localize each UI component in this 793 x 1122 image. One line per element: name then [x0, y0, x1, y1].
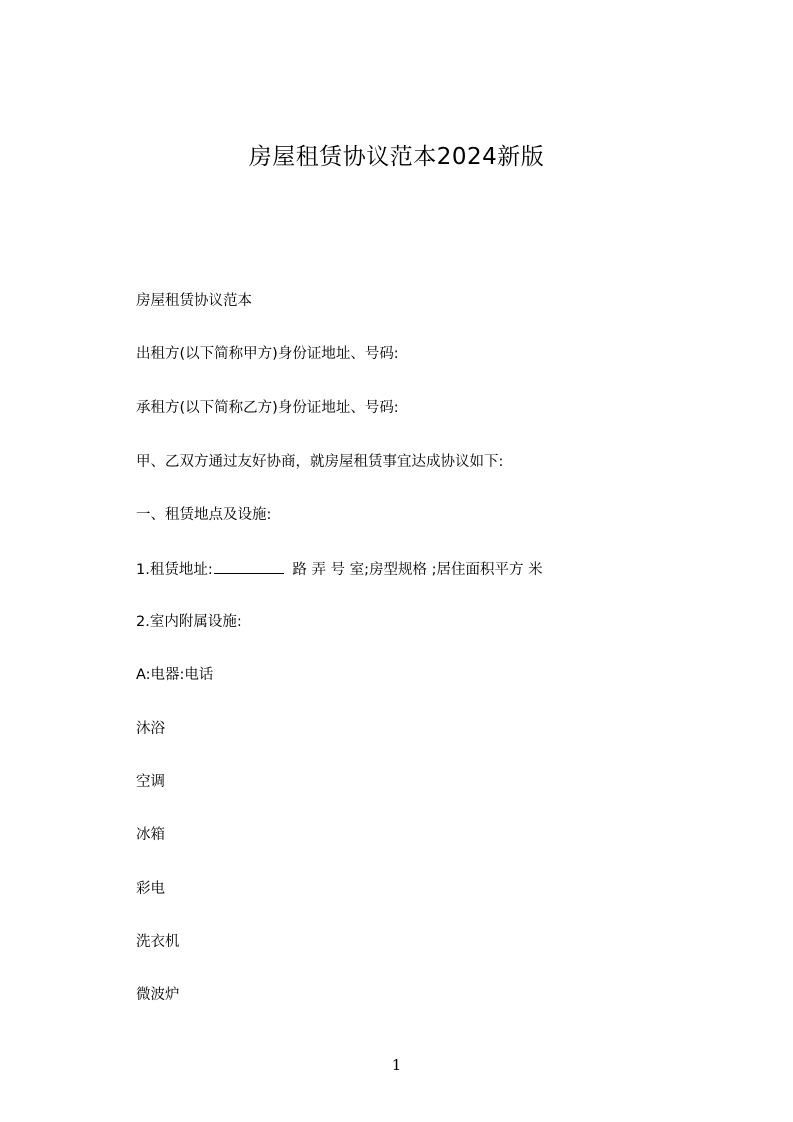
- lessor-line: 出租方(以下简称甲方)身份证地址、号码:: [136, 346, 399, 362]
- lessee-line: 承租方(以下简称乙方)身份证地址、号码:: [136, 400, 399, 416]
- appliance-shower: 沐浴: [136, 721, 165, 737]
- address-line: [136, 559, 543, 580]
- document-title: 房屋租赁协议范本2024新版: [248, 144, 545, 170]
- address-blank: [214, 559, 284, 574]
- subtitle-line: 房屋租赁协议范本: [136, 293, 252, 309]
- appliance-microwave: 微波炉: [136, 987, 180, 1003]
- section-heading-location: 一、租赁地点及设施:: [136, 507, 272, 523]
- address-details: 路 弄 号 室;房型规格 ;居住面积平方 米: [287, 562, 543, 578]
- appliance-refrigerator: 冰箱: [136, 827, 165, 843]
- appliance-washing-machine: 洗衣机: [136, 934, 180, 950]
- appliance-phone: A:电器:电话: [136, 667, 214, 683]
- address-label: 1.租赁地址:: [136, 562, 213, 578]
- appliance-tv: 彩电: [136, 881, 165, 897]
- agreement-intro-line: 甲、乙双方通过友好协商，就房屋租赁事宜达成协议如下:: [136, 454, 504, 470]
- appliance-air-conditioner: 空调: [136, 774, 165, 790]
- page-number: 1: [391, 1056, 402, 1074]
- facilities-heading: 2.室内附属设施:: [136, 614, 242, 630]
